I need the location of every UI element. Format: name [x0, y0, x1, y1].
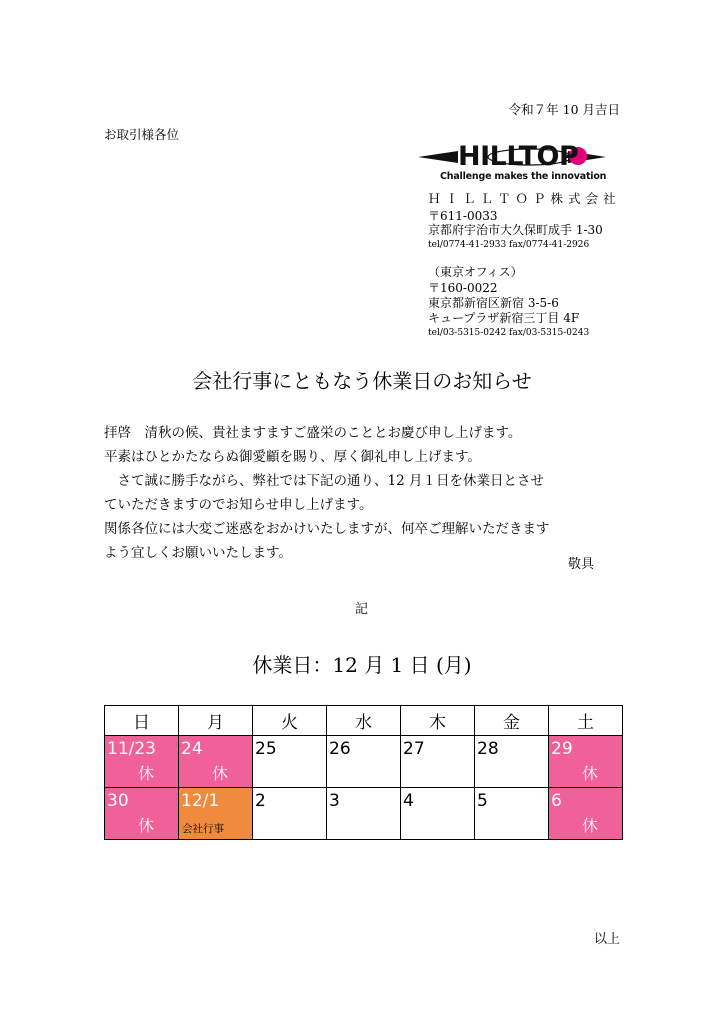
day-number: 2 [255, 791, 266, 811]
day-number: 6 [551, 791, 562, 811]
calendar-cell [401, 788, 475, 840]
weekday-sat: 土 [549, 706, 623, 736]
day-number: 24 [181, 739, 203, 759]
weekday-tue: 火 [253, 706, 327, 736]
logo-wordmark: HILLTOP [458, 141, 579, 172]
company-logo [418, 143, 608, 183]
calendar-cell [549, 736, 623, 788]
calendar-header-row [105, 706, 623, 736]
calendar-cell [549, 788, 623, 840]
body-line: 平素はひとかたならぬ御愛顧を賜り、厚く御礼申し上げます。 [104, 449, 481, 465]
body-line: よう宜しくお願いいたします。 [104, 545, 292, 561]
hq-tel-fax: tel/0774-41-2933 fax/0774-41-2926 [428, 240, 590, 250]
closing-keigu: 敬具 [567, 557, 594, 572]
weekday-mon: 月 [179, 706, 253, 736]
day-number: 4 [403, 791, 414, 811]
ki-marker: 記 [355, 602, 369, 617]
weekday-wed: 水 [327, 706, 401, 736]
day-number: 12/1 [181, 791, 220, 811]
tokyo-address-2: キュープラザ新宿三丁目 4F [428, 311, 580, 325]
letter-date: 令和７年 10 月吉日 [508, 102, 620, 117]
closed-mark: 休 [581, 816, 598, 835]
letter-body [104, 421, 624, 565]
calendar-cell [179, 736, 253, 788]
day-number: 30 [107, 791, 129, 811]
notice-title: 会社行事にともなう休業日のお知らせ [192, 369, 532, 393]
hq-postal: 〒611-0033 [428, 209, 498, 223]
day-number: 3 [329, 791, 340, 811]
calendar-cell [401, 736, 475, 788]
day-number: 5 [477, 791, 488, 811]
logo-tagline: Challenge makes the innovation [440, 171, 607, 182]
day-number: 28 [477, 739, 499, 759]
calendar-cell [327, 736, 401, 788]
calendar-cell [327, 788, 401, 840]
hq-address: 京都府宇治市大久保町成手 1-30 [428, 223, 603, 237]
tokyo-postal: 〒160-0022 [428, 281, 498, 295]
calendar-week-row [105, 788, 623, 840]
calendar-cell [105, 788, 179, 840]
closed-mark: 休 [137, 764, 154, 783]
tokyo-label: （東京オフィス） [428, 265, 523, 279]
recipient: お取引様各位 [104, 127, 180, 142]
closed-mark: 休 [137, 816, 154, 835]
closed-mark: 休 [211, 764, 228, 783]
event-label: 会社行事 [182, 823, 224, 835]
day-number: 29 [551, 739, 573, 759]
holiday-calendar [104, 705, 623, 840]
tokyo-tel-fax: tel/03-5315-0242 fax/03-5315-0243 [428, 328, 590, 338]
calendar-cell [253, 736, 327, 788]
day-number: 11/23 [107, 739, 156, 759]
day-number: 26 [329, 739, 351, 759]
weekday-sun: 日 [105, 706, 179, 736]
calendar-cell [475, 736, 549, 788]
closing-ijo: 以上 [593, 932, 620, 947]
body-line: ていただきますのでお知らせ申し上げます。 [104, 497, 373, 513]
calendar-cell [253, 788, 327, 840]
body-line: 拝啓 清秋の候、貴社ますますご盛栄のこととお慶び申し上げます。 [104, 425, 522, 441]
body-line: さて誠に勝手ながら、弊社では下記の通り、12 月１日を休業日とさせ [117, 473, 544, 489]
day-number: 27 [403, 739, 425, 759]
tokyo-address-1: 東京都新宿区新宿 3-5-6 [428, 296, 559, 310]
calendar-cell [105, 736, 179, 788]
holiday-heading: 休業日：12 月 1 日 (月) [252, 653, 472, 677]
calendar-cell [475, 788, 549, 840]
calendar-cell [179, 788, 253, 840]
closed-mark: 休 [581, 764, 598, 783]
weekday-fri: 金 [475, 706, 549, 736]
calendar-week-row [105, 736, 623, 788]
body-line: 関係各位には大変ご迷惑をおかけいたしますが、何卒ご理解いただきます [104, 521, 550, 537]
weekday-thu: 木 [401, 706, 475, 736]
company-name: ＨＩＬＬＴＯＰ株式会社 [428, 191, 621, 206]
day-number: 25 [255, 739, 277, 759]
